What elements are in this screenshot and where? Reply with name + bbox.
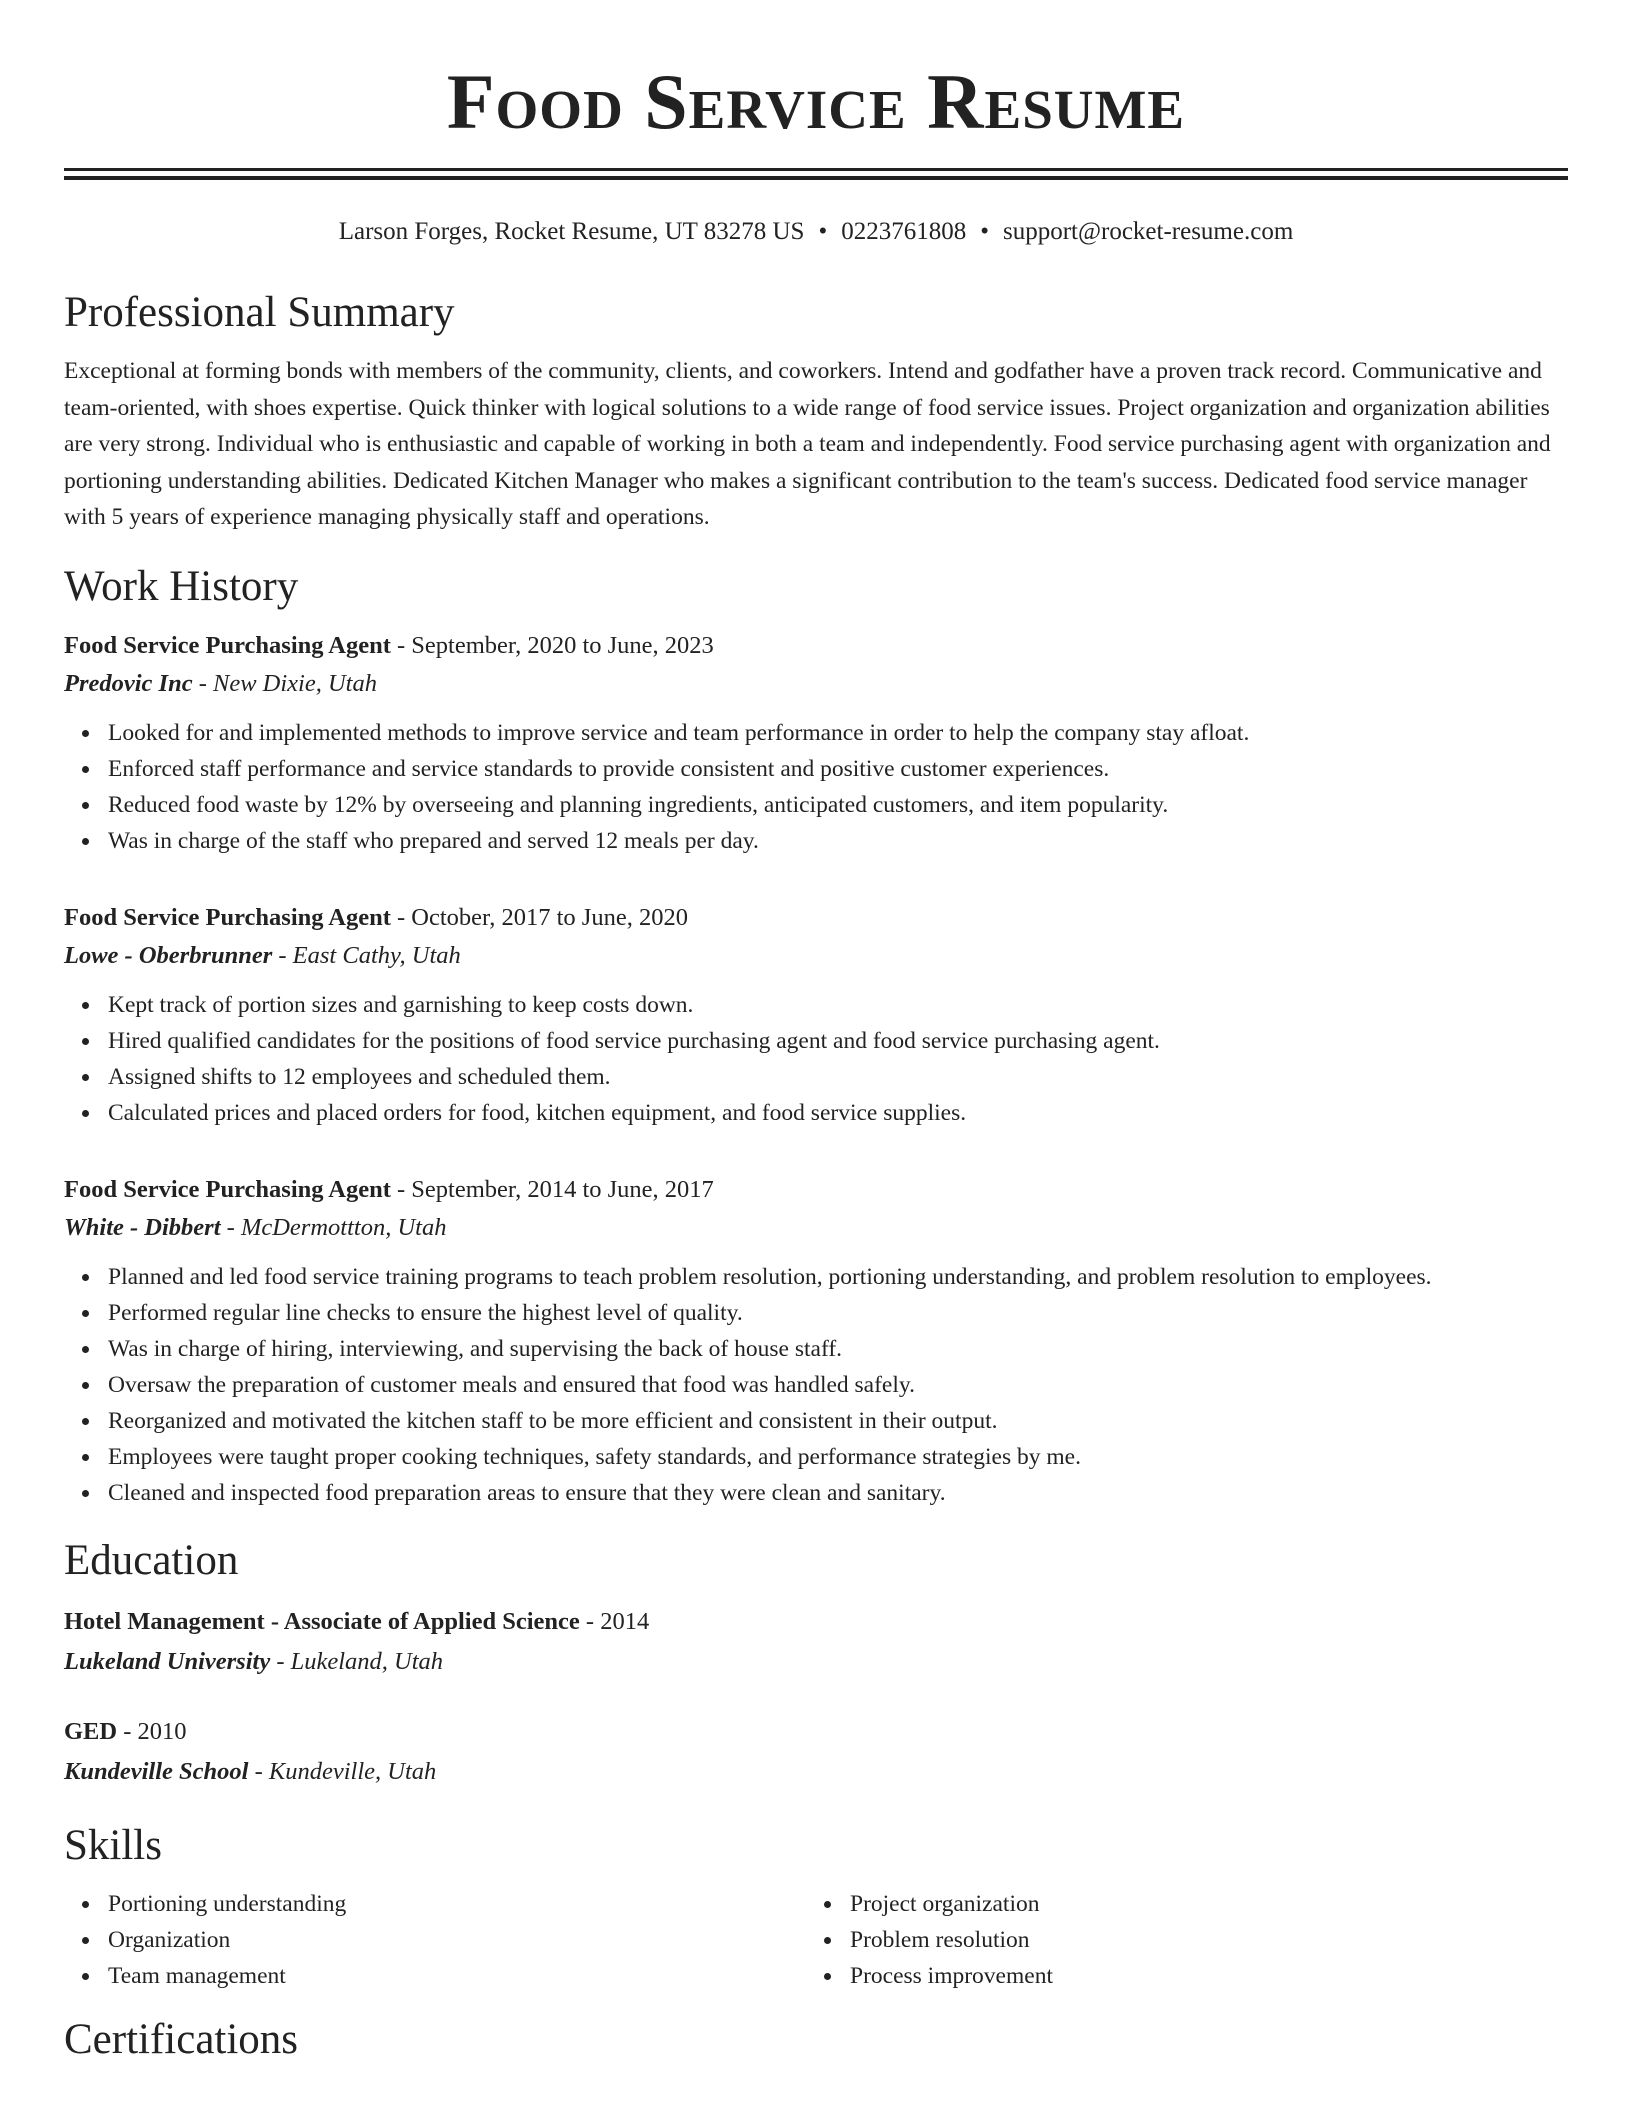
job-bullets [64, 987, 1568, 1131]
job-bullet: Oversaw the preparation of customer meals and ensured that food was handled safely. [108, 1367, 1568, 1403]
job-bullet: Calculated prices and placed orders for food, kitchen equipment, and food service supplies. [108, 1095, 1568, 1131]
job-company: White - Dibbert [64, 1213, 221, 1241]
job-entry [64, 899, 1568, 1131]
summary-heading: Professional Summary [64, 289, 455, 336]
job-header [64, 1171, 1568, 1209]
education-entry [64, 1712, 1568, 1792]
education-degree: GED [64, 1717, 118, 1745]
contact-phone: 0223761808 [841, 218, 967, 245]
job-bullet: Enforced staff performance and service standards to provide consistent and positive customer experiences. [108, 751, 1568, 787]
job-company: Lowe - Oberbrunner [64, 941, 273, 969]
skill-item: Problem resolution [850, 1922, 1548, 1958]
education-school: Lukeland University [64, 1647, 271, 1675]
job-bullet: Reorganized and motivated the kitchen staff to be more efficient and consistent in their output. [108, 1403, 1568, 1439]
job-role: Food Service Purchasing Agent [64, 903, 391, 931]
job-location: - New Dixie, Utah [192, 669, 377, 697]
job-entry [64, 1171, 1568, 1511]
skill-item: Organization [108, 1922, 806, 1958]
education-location: - Lukeland, Utah [270, 1647, 444, 1675]
contact-address: Larson Forges, Rocket Resume, UT 83278 US [338, 218, 805, 245]
summary-text: Exceptional at forming bonds with members of the community, clients, and coworkers. Intend and godfather have a proven track record. Communicative and team-oriented, with shoes expertise. Quick thinker with logical solutions to a wide range of food service issues. Project organization and organization abilities are very strong. Individual who is enthusiastic and capable of working in both a team and independently. Food service purchasing agent with organization and portioning understanding abilities. Dedicated Kitchen Manager who makes a significant contribution to the team's success. Dedicated food service manager with 5 years of experience managing physically staff and operations. [64, 358, 1551, 530]
job-dates: - October, 2017 to June, 2020 [390, 903, 688, 931]
job-bullet: Cleaned and inspected food preparation areas to ensure that they were clean and sanitary. [108, 1475, 1568, 1511]
education-header [64, 1602, 1568, 1642]
job-company-line [64, 937, 1568, 975]
education-degree: Hotel Management - Associate of Applied Science [64, 1607, 580, 1635]
education-year: - 2010 [117, 1717, 187, 1745]
job-company-line [64, 665, 1568, 703]
job-location: - East Cathy, Utah [272, 941, 461, 969]
job-role: Food Service Purchasing Agent [64, 631, 391, 659]
skill-item: Project organization [850, 1886, 1548, 1922]
contact-separator: • [818, 218, 828, 245]
title-rule-top [64, 168, 1568, 171]
education-year: - 2014 [579, 1607, 650, 1635]
education-school-line [64, 1642, 1568, 1682]
job-bullet: Kept track of portion sizes and garnishing to keep costs down. [108, 987, 1568, 1023]
job-bullet: Was in charge of the staff who prepared and served 12 meals per day. [108, 823, 1568, 859]
job-company: Predovic Inc [64, 669, 193, 697]
skills-list [64, 1886, 1568, 1994]
job-bullet: Looked for and implemented methods to improve service and team performance in order to help the company stay afloat. [108, 715, 1568, 751]
skill-item: Team management [108, 1958, 806, 1994]
job-bullet: Reduced food waste by 12% by overseeing and planning ingredients, anticipated customers, and item popularity. [108, 787, 1568, 823]
job-bullet: Assigned shifts to 12 employees and scheduled them. [108, 1059, 1568, 1095]
job-header [64, 899, 1568, 937]
job-bullet: Performed regular line checks to ensure the highest level of quality. [108, 1295, 1568, 1331]
education-location: - Kundeville, Utah [248, 1757, 437, 1785]
job-bullet: Hired qualified candidates for the positions of food service purchasing agent and food service purchasing agent. [108, 1023, 1568, 1059]
job-dates: - September, 2014 to June, 2017 [390, 1175, 714, 1203]
job-bullet: Employees were taught proper cooking techniques, safety standards, and performance strategies by me. [108, 1439, 1568, 1475]
job-company-line [64, 1209, 1568, 1247]
skills-column-left [64, 1886, 806, 1994]
education-school-line [64, 1752, 1568, 1792]
job-entry [64, 627, 1568, 859]
contact-line [64, 217, 1568, 247]
job-bullet: Was in charge of hiring, interviewing, and supervising the back of house staff. [108, 1331, 1568, 1367]
skill-item: Process improvement [850, 1958, 1548, 1994]
education-school: Kundeville School [64, 1757, 249, 1785]
job-bullets [64, 715, 1568, 859]
contact-separator: • [980, 218, 989, 245]
job-role: Food Service Purchasing Agent [64, 1175, 391, 1203]
job-bullet: Planned and led food service training programs to teach problem resolution, portioning understanding, and problem resolution to employees. [108, 1259, 1568, 1295]
title-rule-bottom [64, 176, 1568, 180]
skill-item: Portioning understanding [108, 1886, 806, 1922]
education-heading: Education [64, 1536, 239, 1584]
job-location: - McDermottton, Utah [220, 1213, 447, 1241]
contact-email[interactable]: support@rocket-resume.com [1002, 218, 1294, 245]
education-entry [64, 1602, 1568, 1682]
job-bullets [64, 1259, 1568, 1511]
skills-heading: Skills [64, 1821, 162, 1869]
resume-title: Food Service Resume [446, 58, 1186, 145]
certifications-heading: Certifications [64, 2015, 299, 2063]
job-dates: - September, 2020 to June, 2023 [390, 631, 714, 659]
skills-column-right [806, 1886, 1548, 1994]
education-header [64, 1712, 1568, 1752]
job-header [64, 627, 1568, 665]
work-history-heading: Work History [64, 562, 299, 610]
